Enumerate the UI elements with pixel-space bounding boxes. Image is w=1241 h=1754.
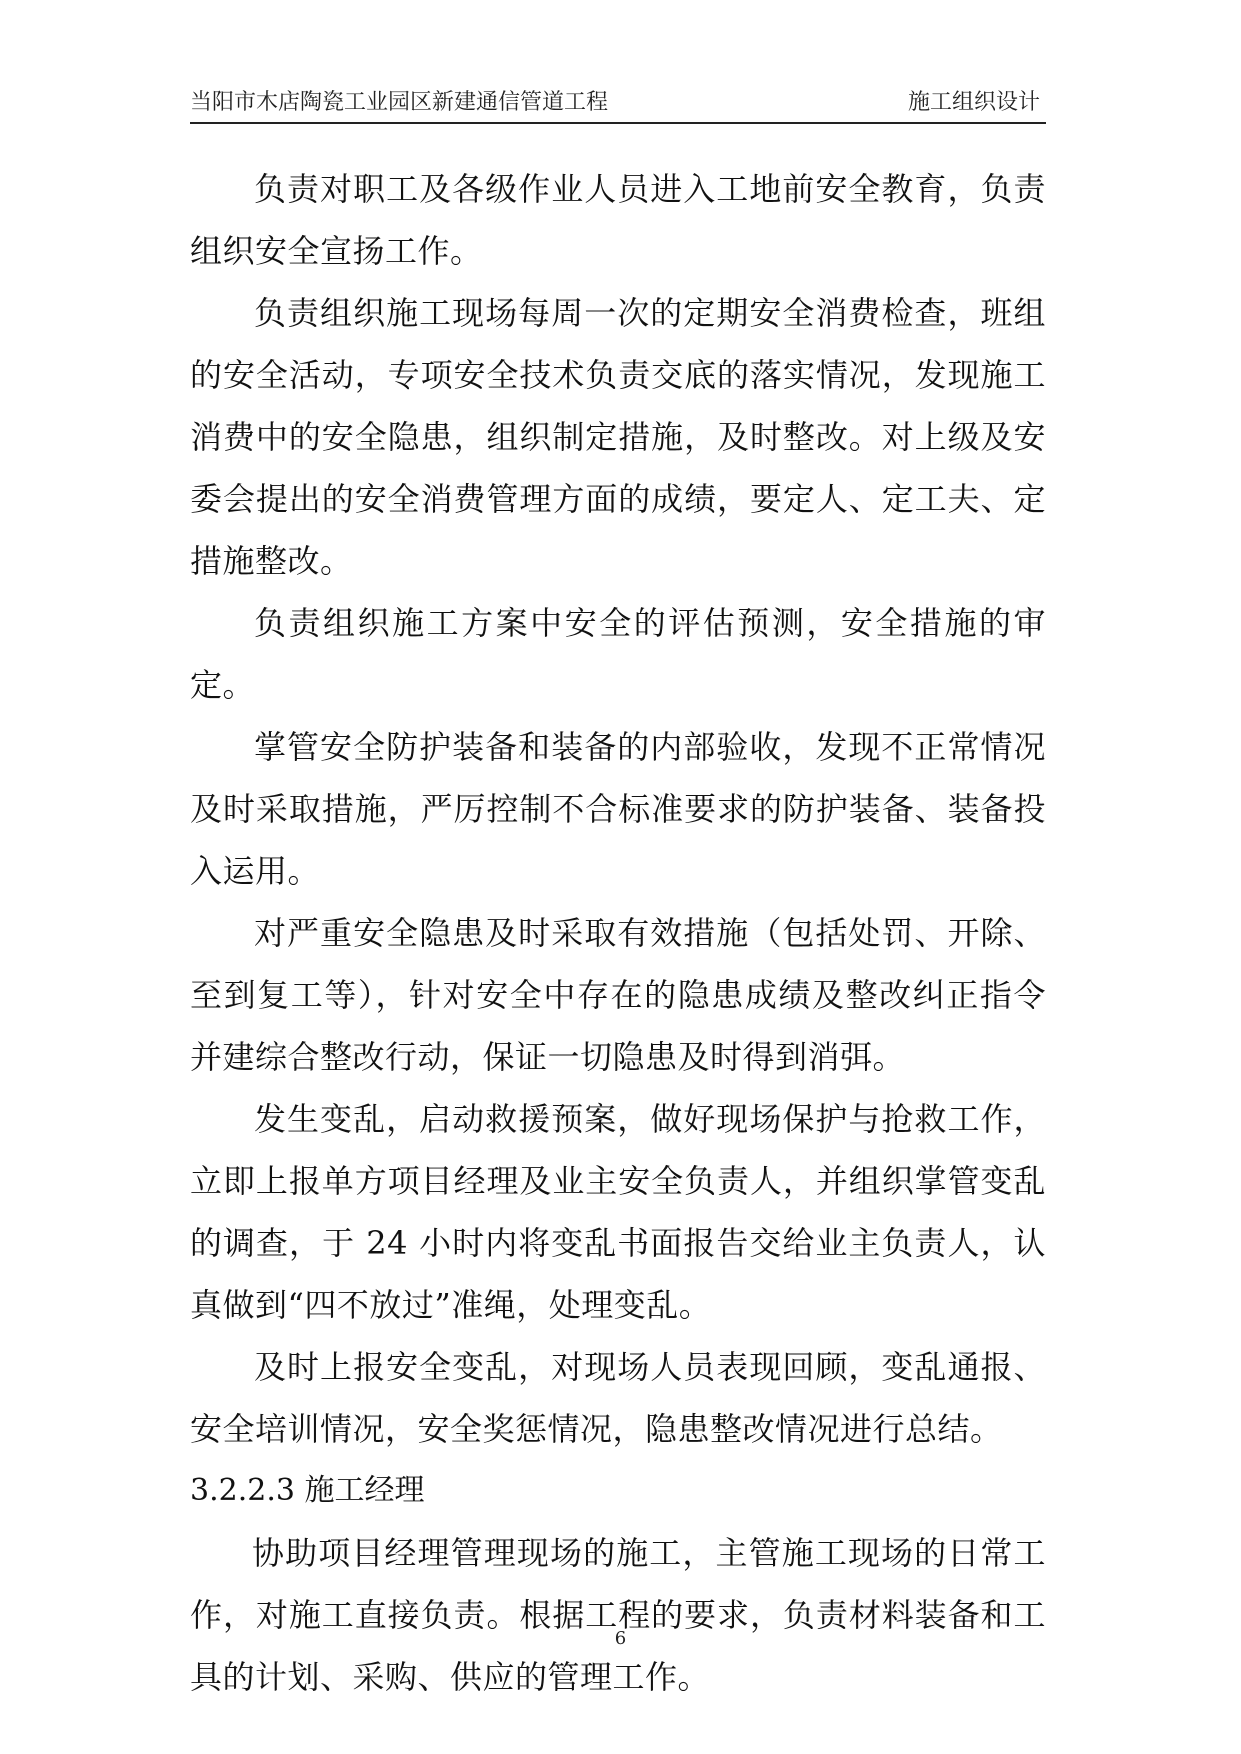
section-heading: 3.2.2.3 施工经理 [190,1473,425,1508]
page-header [190,88,1046,124]
paragraph-safety-education: 负责对职工及各级作业人员进入工地前安全教育，负责组织安全宣扬工作。 [190,170,1046,270]
paragraph-construction-manager: 协助项目经理管理现场的施工，主管施工现场的日常工作，对施工直接负责。根据工程的要求，负责材料装备和工具的计划、采购、供应的管理工作。 [190,1534,1046,1696]
paragraph-hazard-rectification: 对严重安全隐患及时采取有效措施（包括处罚、开除、至到复工等），针对安全中存在的隐患成绩及整改纠正指令并建综合整改行动，保证一切隐患及时得到消弭。 [190,914,1046,1076]
header-document-type: 施工组织设计 [907,90,1040,115]
header-project-title: 当阳市木店陶瓷工业园区新建通信管道工程 [190,90,609,115]
page-body [190,158,1046,1708]
paragraph-equipment-acceptance: 掌管安全防护装备和装备的内部验收，发现不正常情况及时采取措施，严厉控制不合标准要求的防护装备、装备投入运用。 [190,728,1046,890]
page-number: 6 [614,1628,627,1649]
paragraph-weekly-inspection: 负责组织施工现场每周一次的定期安全消费检查，班组的安全活动，专项安全技术负责交底的落实情况，发现施工消费中的安全隐患，组织制定措施，及时整改。对上级及安委会提出的安全消费管理方面的成绩，要定人、定工夫、定措施整改。 [190,294,1046,580]
paragraph-risk-assessment: 负责组织施工方案中安全的评估预测，安全措施的审定。 [190,604,1046,704]
paragraph-incident-response: 发生变乱，启动救援预案，做好现场保护与抢救工作，立即上报单方项目经理及业主安全负责人，并组织掌管变乱的调查，于 24 小时内将变乱书面报告交给业主负责人，认真做到“四不放过”准绳，处理变乱。 [190,1100,1046,1324]
paragraph-incident-reporting: 及时上报安全变乱，对现场人员表现回顾，变乱通报、安全培训情况，安全奖惩情况，隐患整改情况进行总结。 [190,1348,1046,1448]
